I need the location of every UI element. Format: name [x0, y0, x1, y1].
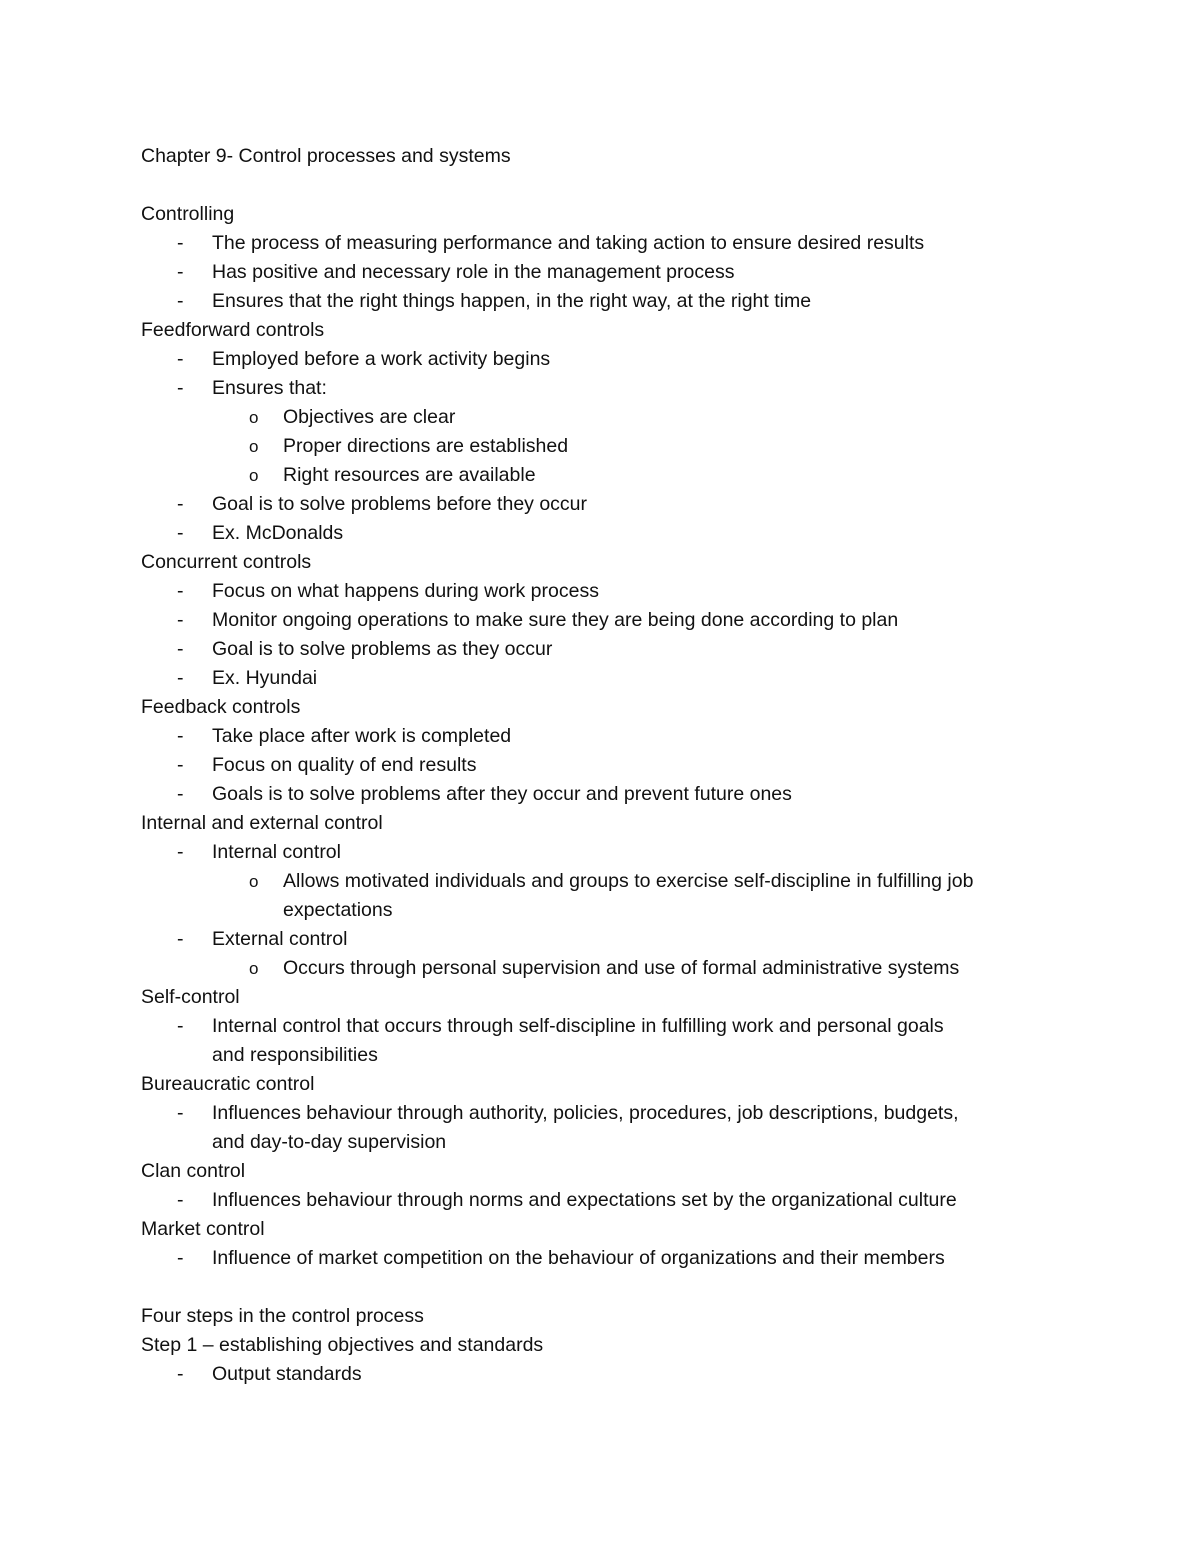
- circle-marker: o: [249, 959, 259, 978]
- sub-bullet-item: o Proper directions are established: [141, 432, 1081, 461]
- bullet-item: - Influence of market competition on the behaviour of organizations and their members: [141, 1244, 1081, 1273]
- section-heading-internal-external: Internal and external control: [141, 812, 383, 834]
- step-heading: Step 1 – establishing objectives and standards: [141, 1334, 544, 1356]
- bullet-item: - Ex. Hyundai: [141, 664, 1081, 693]
- circle-marker: o: [249, 466, 259, 485]
- section-heading-controlling: Controlling: [141, 203, 235, 225]
- bullet-item: - Focus on what happens during work process: [141, 577, 1081, 606]
- dash-marker: -: [177, 928, 184, 950]
- dash-marker: -: [177, 1363, 184, 1385]
- section-heading-clan: Clan control: [141, 1160, 246, 1182]
- dash-marker: -: [177, 377, 184, 399]
- bullet-item: - Influences behaviour through authority, policies, procedures, job descriptions, budgets, and day-to-day supervision: [141, 1099, 1081, 1157]
- dash-marker: -: [177, 1102, 184, 1124]
- sub-bullet-item: o Right resources are available: [141, 461, 1081, 490]
- dash-marker: -: [177, 1247, 184, 1269]
- circle-marker: o: [249, 408, 259, 427]
- document-title: Chapter 9- Control processes and systems: [141, 145, 511, 167]
- dash-marker: -: [177, 290, 184, 312]
- blank-line: [141, 171, 1081, 200]
- bullet-item: - Has positive and necessary role in the management process: [141, 258, 1081, 287]
- bullet-item: - Focus on quality of end results: [141, 751, 1081, 780]
- bullet-item: - Ensures that the right things happen, in the right way, at the right time: [141, 287, 1081, 316]
- dash-marker: -: [177, 261, 184, 283]
- dash-marker: -: [177, 725, 184, 747]
- bullet-item: - Goal is to solve problems before they occur: [141, 490, 1081, 519]
- bullet-item: - Ensures that:: [141, 374, 1081, 403]
- sub-bullet-item: o Allows motivated individuals and groups to exercise self-discipline in fulfilling job expectations: [141, 867, 1081, 925]
- dash-marker: -: [177, 1189, 184, 1211]
- document-body: [141, 142, 1081, 1389]
- bullet-item: - External control: [141, 925, 1081, 954]
- dash-marker: -: [177, 580, 184, 602]
- bullet-item: - Output standards: [141, 1360, 1081, 1389]
- bullet-item: - Internal control: [141, 838, 1081, 867]
- bullet-item: - The process of measuring performance and taking action to ensure desired results: [141, 229, 1081, 258]
- sub-bullet-item: o Occurs through personal supervision and use of formal administrative systems: [141, 954, 1081, 983]
- bullet-item: - Take place after work is completed: [141, 722, 1081, 751]
- bullet-item: - Influences behaviour through norms and expectations set by the organizational culture: [141, 1186, 1081, 1215]
- bullet-item: - Employed before a work activity begins: [141, 345, 1081, 374]
- section-heading-feedforward: Feedforward controls: [141, 319, 325, 341]
- section-heading-four-steps: Four steps in the control process: [141, 1305, 424, 1327]
- blank-line: [141, 1273, 1081, 1302]
- dash-marker: -: [177, 1015, 184, 1037]
- section-heading-self-control: Self-control: [141, 986, 240, 1008]
- bullet-item: - Ex. McDonalds: [141, 519, 1081, 548]
- dash-marker: -: [177, 522, 184, 544]
- section-heading-concurrent: Concurrent controls: [141, 551, 312, 573]
- bullet-item: - Goals is to solve problems after they occur and prevent future ones: [141, 780, 1081, 809]
- dash-marker: -: [177, 667, 184, 689]
- dash-marker: -: [177, 609, 184, 631]
- dash-marker: -: [177, 783, 184, 805]
- section-heading-bureaucratic: Bureaucratic control: [141, 1073, 315, 1095]
- dash-marker: -: [177, 493, 184, 515]
- bullet-item: - Goal is to solve problems as they occur: [141, 635, 1081, 664]
- section-heading-market: Market control: [141, 1218, 265, 1240]
- circle-marker: o: [249, 437, 259, 456]
- dash-marker: -: [177, 841, 184, 863]
- dash-marker: -: [177, 638, 184, 660]
- dash-marker: -: [177, 348, 184, 370]
- section-heading-feedback: Feedback controls: [141, 696, 301, 718]
- dash-marker: -: [177, 232, 184, 254]
- bullet-item: - Monitor ongoing operations to make sure they are being done according to plan: [141, 606, 1081, 635]
- sub-bullet-item: o Objectives are clear: [141, 403, 1081, 432]
- bullet-item: - Internal control that occurs through self-discipline in fulfilling work and personal goals and responsibilities: [141, 1012, 1081, 1070]
- circle-marker: o: [249, 872, 259, 891]
- dash-marker: -: [177, 754, 184, 776]
